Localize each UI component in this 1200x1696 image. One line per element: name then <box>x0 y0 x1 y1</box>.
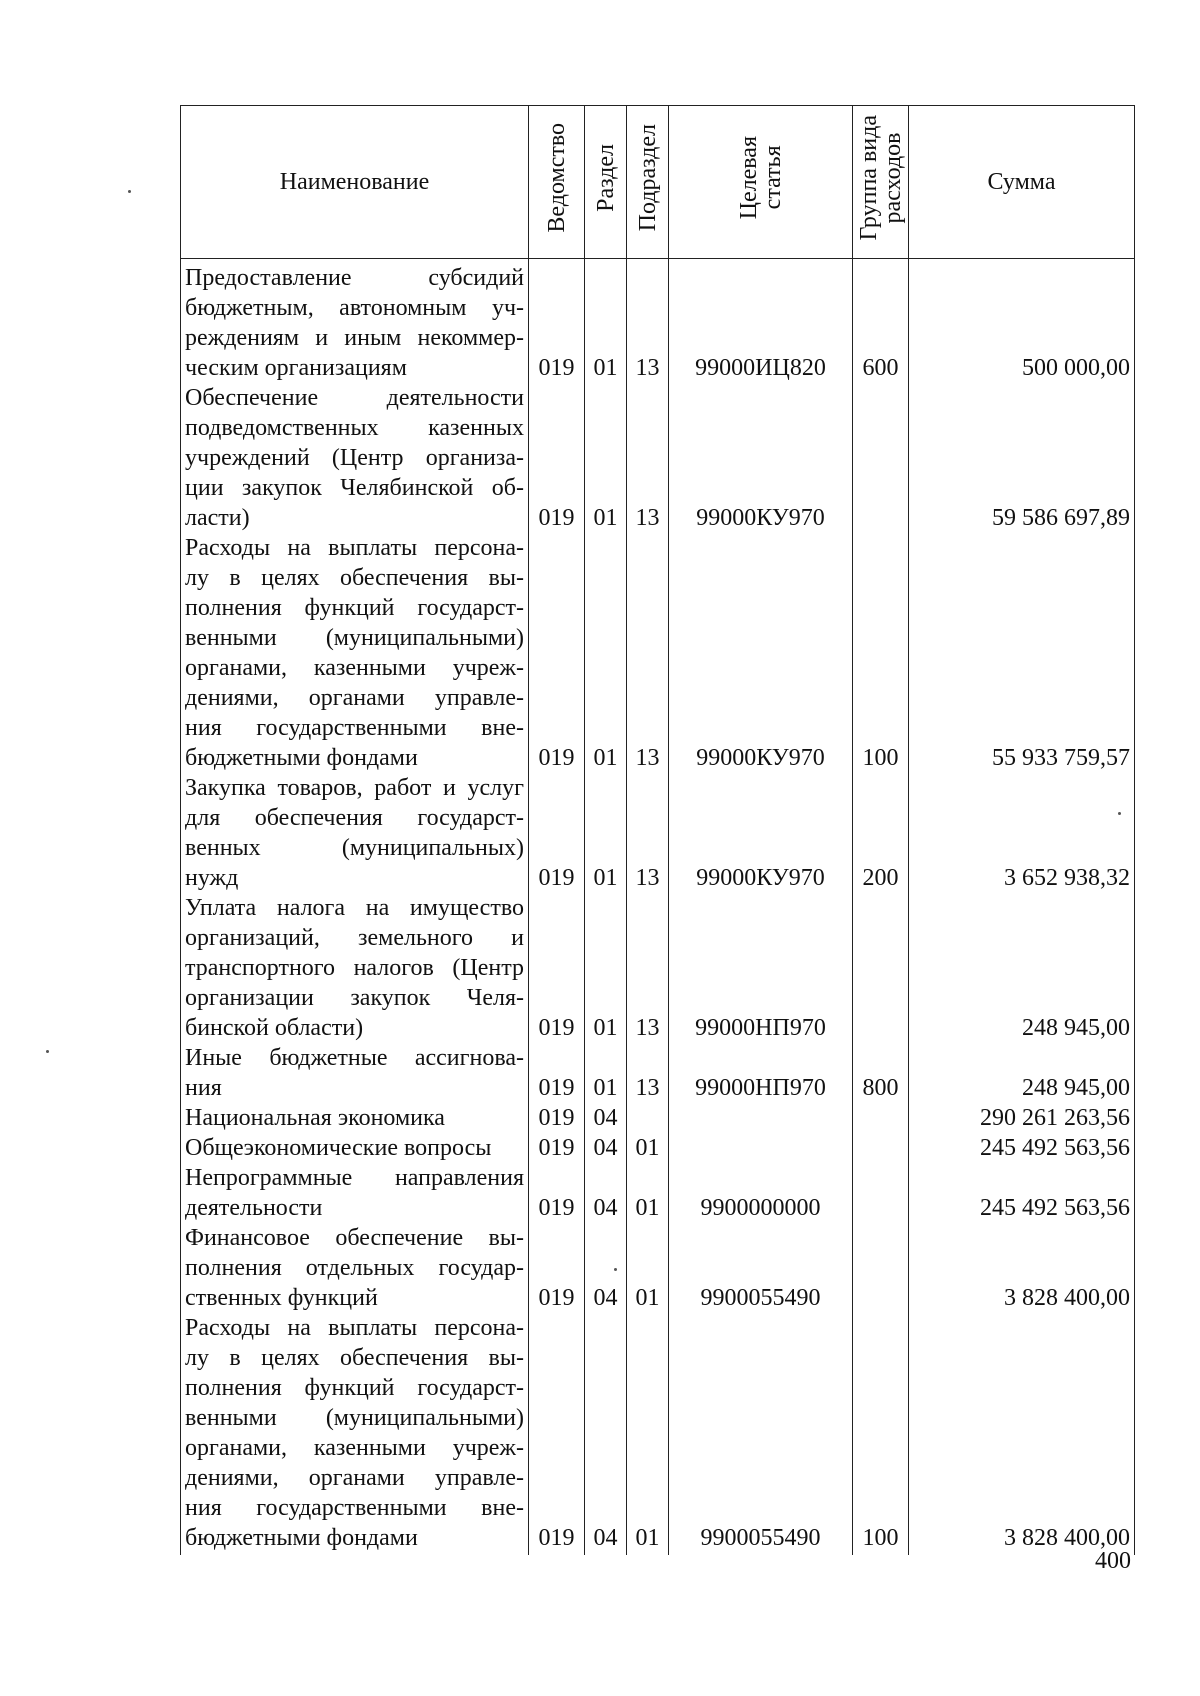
cell-gruppa: 800 <box>853 1043 909 1103</box>
cell-podrazdel: 13 <box>627 773 669 893</box>
cell-razdel: 04 <box>585 1163 627 1223</box>
name-line: учреждений (Центр организа- <box>185 445 524 471</box>
cell-name <box>181 1103 529 1133</box>
cell-vedomstvo: 019 <box>529 1223 585 1313</box>
cell-gruppa <box>853 1223 909 1313</box>
cell-celevaya-statya: 9900055490 <box>669 1313 853 1555</box>
cell-vedomstvo: 019 <box>529 1103 585 1133</box>
cell-celevaya-statya: 9900055490 <box>669 1223 853 1313</box>
cell-razdel: 01 <box>585 1043 627 1103</box>
cell-celevaya-statya: 99000КУ970 <box>669 773 853 893</box>
cell-vedomstvo: 019 <box>529 533 585 773</box>
cell-vedomstvo: 019 <box>529 773 585 893</box>
cell-podrazdel: 13 <box>627 533 669 773</box>
budget-table <box>180 105 1135 1555</box>
cell-celevaya-statya <box>669 1133 853 1163</box>
cell-name <box>181 1223 529 1313</box>
cell-name <box>181 259 529 384</box>
cell-podrazdel: 13 <box>627 893 669 1043</box>
name-line: ния государственными вне- <box>185 715 524 741</box>
name-line: дениями, органами управле- <box>185 1465 524 1491</box>
header-celevaya-statya: Целевая статья <box>669 106 853 259</box>
cell-razdel: 04 <box>585 1313 627 1555</box>
table-row <box>181 533 1135 773</box>
cell-razdel: 04 <box>585 1133 627 1163</box>
name-line: Предоставление субсидий <box>185 265 524 291</box>
name-line: организаций, земельного и <box>185 925 524 951</box>
cell-summa: 3 652 938,32 <box>909 773 1135 893</box>
table-row <box>181 1163 1135 1223</box>
table-row <box>181 1313 1135 1555</box>
cell-vedomstvo: 019 <box>529 1163 585 1223</box>
name-line: транспортного налогов (Центр <box>185 955 524 981</box>
name-line: Расходы на выплаты персона- <box>185 535 524 561</box>
cell-gruppa <box>853 1163 909 1223</box>
table-row <box>181 1043 1135 1103</box>
cell-podrazdel: 01 <box>627 1313 669 1555</box>
cell-celevaya-statya: 99000НП970 <box>669 893 853 1043</box>
cell-razdel: 01 <box>585 773 627 893</box>
cell-summa: 290 261 263,56 <box>909 1103 1135 1133</box>
name-line: ческим организациям <box>185 355 407 381</box>
name-line: ния государственными вне- <box>185 1495 524 1521</box>
page-number: 400 <box>1095 1548 1131 1574</box>
scan-speck <box>614 1268 617 1271</box>
table-row <box>181 1223 1135 1313</box>
name-line: Непрограммные направления <box>185 1165 524 1191</box>
name-line: дениями, органами управле- <box>185 685 524 711</box>
cell-razdel: 04 <box>585 1223 627 1313</box>
name-line: Уплата налога на имущество <box>185 895 524 921</box>
cell-podrazdel: 01 <box>627 1223 669 1313</box>
cell-name <box>181 1133 529 1163</box>
cell-celevaya-statya: 99000КУ970 <box>669 383 853 533</box>
name-line: ственных функций <box>185 1285 378 1311</box>
cell-vedomstvo: 019 <box>529 1043 585 1103</box>
header-razdel: Раздел <box>585 106 627 259</box>
name-line: Расходы на выплаты персона- <box>185 1315 524 1341</box>
cell-name <box>181 773 529 893</box>
name-line: Иные бюджетные ассигнова- <box>185 1045 524 1071</box>
table-header <box>181 106 1135 259</box>
cell-summa: 500 000,00 <box>909 259 1135 384</box>
cell-summa: 248 945,00 <box>909 1043 1135 1103</box>
cell-name <box>181 383 529 533</box>
cell-vedomstvo: 019 <box>529 383 585 533</box>
cell-celevaya-statya: 9900000000 <box>669 1163 853 1223</box>
cell-gruppa: 100 <box>853 533 909 773</box>
header-vedomstvo: Ведомство <box>529 106 585 259</box>
name-line: бюджетными фондами <box>185 745 418 771</box>
cell-celevaya-statya <box>669 1103 853 1133</box>
name-line: бюджетными фондами <box>185 1525 418 1551</box>
cell-podrazdel: 13 <box>627 259 669 384</box>
name-line: организации закупок Челя- <box>185 985 524 1011</box>
table-body <box>181 259 1135 1556</box>
name-line: венными (муниципальными) <box>185 1405 524 1431</box>
cell-podrazdel: 13 <box>627 383 669 533</box>
cell-celevaya-statya: 99000КУ970 <box>669 533 853 773</box>
name-line: Финансовое обеспечение вы- <box>185 1225 524 1251</box>
cell-podrazdel: 13 <box>627 1043 669 1103</box>
name-line: органами, казенными учреж- <box>185 1435 524 1461</box>
name-line: Обеспечение деятельности <box>185 385 524 411</box>
table-row <box>181 1103 1135 1133</box>
cell-podrazdel: 01 <box>627 1163 669 1223</box>
name-line: деятельности <box>185 1195 323 1221</box>
name-line: нужд <box>185 865 239 891</box>
header-name: Наименование <box>181 106 529 259</box>
name-line: венными (муниципальными) <box>185 625 524 651</box>
cell-razdel: 01 <box>585 893 627 1043</box>
cell-razdel: 01 <box>585 533 627 773</box>
header-gruppa-vida-rashodov: Группа вида расходов <box>853 106 909 259</box>
scan-speck <box>1118 812 1121 815</box>
name-line: бинской области) <box>185 1015 364 1041</box>
cell-vedomstvo: 019 <box>529 1313 585 1555</box>
name-line: полнения функций государст- <box>185 595 524 621</box>
scan-speck <box>128 190 131 193</box>
name-line: Национальная экономика <box>185 1105 445 1131</box>
name-line: полнения отдельных государ- <box>185 1255 524 1281</box>
cell-gruppa: 200 <box>853 773 909 893</box>
name-line: полнения функций государст- <box>185 1375 524 1401</box>
cell-gruppa: 600 <box>853 259 909 384</box>
cell-vedomstvo: 019 <box>529 893 585 1043</box>
header-summa: Сумма <box>909 106 1135 259</box>
table-row <box>181 893 1135 1043</box>
cell-podrazdel <box>627 1103 669 1133</box>
cell-summa: 248 945,00 <box>909 893 1135 1043</box>
cell-name <box>181 533 529 773</box>
name-line: ласти) <box>185 505 250 531</box>
cell-gruppa: 100 <box>853 1313 909 1555</box>
cell-name <box>181 1043 529 1103</box>
cell-summa: 3 828 400,00 <box>909 1223 1135 1313</box>
cell-gruppa <box>853 383 909 533</box>
cell-name <box>181 1313 529 1555</box>
header-podrazdel: Подраздел <box>627 106 669 259</box>
cell-summa: 245 492 563,56 <box>909 1133 1135 1163</box>
cell-summa: 3 828 400,00 <box>909 1313 1135 1555</box>
name-line: ния <box>185 1075 222 1101</box>
name-line: лу в целях обеспечения вы- <box>185 565 524 591</box>
table-row <box>181 259 1135 384</box>
name-line: подведомственных казенных <box>185 415 524 441</box>
cell-celevaya-statya: 99000НП970 <box>669 1043 853 1103</box>
scan-speck <box>46 1050 49 1053</box>
cell-name <box>181 893 529 1043</box>
cell-name <box>181 1163 529 1223</box>
cell-summa: 59 586 697,89 <box>909 383 1135 533</box>
cell-gruppa <box>853 1133 909 1163</box>
cell-summa: 245 492 563,56 <box>909 1163 1135 1223</box>
name-line: органами, казенными учреж- <box>185 655 524 681</box>
name-line: бюджетным, автономным уч- <box>185 295 524 321</box>
cell-vedomstvo: 019 <box>529 259 585 384</box>
name-line: лу в целях обеспечения вы- <box>185 1345 524 1371</box>
table-row <box>181 773 1135 893</box>
cell-summa: 55 933 759,57 <box>909 533 1135 773</box>
name-line: реждениям и иным некоммер- <box>185 325 524 351</box>
cell-razdel: 01 <box>585 259 627 384</box>
cell-vedomstvo: 019 <box>529 1133 585 1163</box>
name-line: ции закупок Челябинской об- <box>185 475 524 501</box>
table-row <box>181 1133 1135 1163</box>
name-line: Закупка товаров, работ и услуг <box>185 775 524 801</box>
cell-razdel: 04 <box>585 1103 627 1133</box>
cell-podrazdel: 01 <box>627 1133 669 1163</box>
name-line: Общеэкономические вопросы <box>185 1135 492 1161</box>
cell-razdel: 01 <box>585 383 627 533</box>
cell-celevaya-statya: 99000ИЦ820 <box>669 259 853 384</box>
cell-gruppa <box>853 893 909 1043</box>
name-line: венных (муниципальных) <box>185 835 524 861</box>
cell-gruppa <box>853 1103 909 1133</box>
table-row <box>181 383 1135 533</box>
name-line: для обеспечения государст- <box>185 805 524 831</box>
